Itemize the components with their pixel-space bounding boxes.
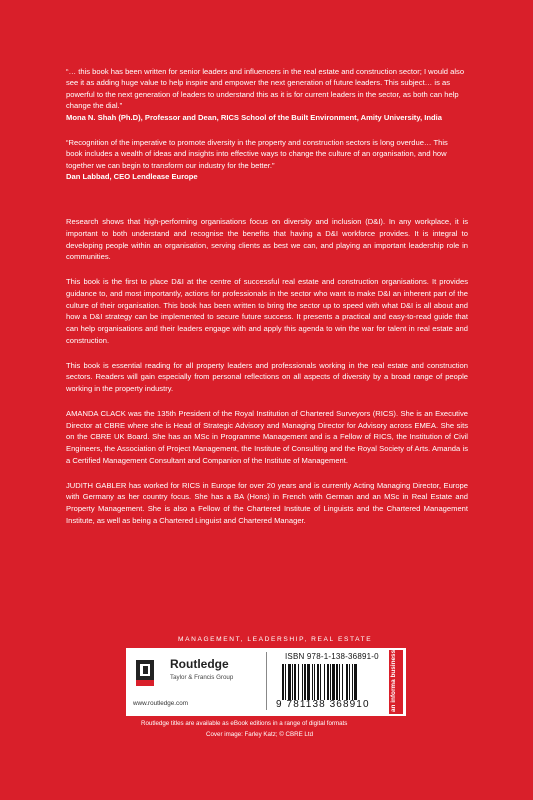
informa-strip: [389, 650, 403, 714]
quote-text: “… this book has been written for senior leaders and influencers in the real estate and construction sector; I would also see it as adding huge value to help inspire and empower the next generation of future leaders. This subject… is as powerful to the next generation of leaders to understand this as it is for current leaders in the sector, as both can help change the dial.”: [66, 67, 465, 111]
endorsement-quote: [66, 137, 466, 183]
series-label: MANAGEMENT, LEADERSHIP, REAL ESTATE: [178, 636, 373, 643]
isbn: ISBN 978-1-138-36891-0: [285, 652, 379, 661]
cover-credit: Cover image: Farley Katz; © CBRE Ltd: [206, 731, 314, 738]
publisher-group: Taylor & Francis Group: [170, 674, 234, 681]
quote-attribution: Mona N. Shah (Ph.D), Professor and Dean, RICS School of the Built Environment, Amity University, India: [66, 112, 442, 122]
barcode-icon: [282, 664, 382, 700]
author-bio: AMANDA CLACK was the 135th President of the Royal Institution of Chartered Surveyors (RICS). She is an Executive Director at CBRE where she is Head of Strategic Advisory and Managing Director for Advisory across EMEA. She sits on the CBRE UK Board. She has an MSc in Programme Management and is a Fellow of RICS, the Institution of Civil Engineers, the Association of Project Management, the Institute of Consulting and the Royal Society of Arts. Amanda is a Certified Management Consultant and Companion of the Institute of Management.: [66, 408, 468, 465]
publisher-url: www.routledge.com: [133, 700, 188, 707]
blurb-paragraph: This book is the first to place D&I at the centre of successful real estate and construction organisations. It provides guidance to, and most importantly, actions for professionals in the sector who want to make D&I an inherent part of the culture of their organisation. This book has been written to bring the sector up to speed with what D&I is all about and how a D&I strategy can be implemented to secure future success. It presents a practical and easy-to-read guide that can help organisations and their leaders engage with and apply this agenda to win the war for talent in real estate and construction.: [66, 276, 468, 345]
endorsements: [66, 66, 466, 197]
routledge-logo-icon: [132, 656, 172, 690]
divider: [266, 652, 267, 710]
blurb-paragraph: Research shows that high-performing organisations focus on diversity and inclusion (D&I). In any workplace, it is important to both understand and recognise the benefits that having a D&I workforce provides. It is integral to developing people within an organisation, serving clients as best we can, and playing an important leadership role in communities.: [66, 217, 468, 262]
ebook-note: Routledge titles are available as eBook editions in a range of digital formats: [141, 720, 348, 727]
publisher-name: Routledge: [170, 657, 229, 671]
author-bio: JUDITH GABLER has worked for RICS in Europe for over 20 years and is currently Acting Managing Director, Europe with Germany as her country focus. She has a BA (Hons) in French with German and an MSc in Real Estate and Property Management. She is also a Fellow of the Chartered Institute of Linguists and the Chartered Management Institute, as well as being a Chartered Linguist and Chartered Manager.: [66, 480, 468, 525]
quote-attribution: Dan Labbad, CEO Lendlease Europe: [66, 172, 198, 182]
informa-label: an informa business: [390, 649, 397, 712]
barcode-number: 9 781138 368910: [276, 699, 370, 710]
blurb: [66, 216, 468, 540]
endorsement-quote: [66, 66, 466, 123]
blurb-paragraph: This book is essential reading for all property leaders and professionals working in the real estate and construction sectors. Readers will gain especially from personal reflections on all aspects of diversity by a broad range of people working in the property industry.: [66, 360, 468, 394]
quote-text: “Recognition of the imperative to promote diversity in the property and construction sectors is long overdue… This book includes a wealth of ideas and insights into effective ways to change the culture of an organisation, and how together we can begin to transform our industry for the better.”: [66, 138, 448, 170]
